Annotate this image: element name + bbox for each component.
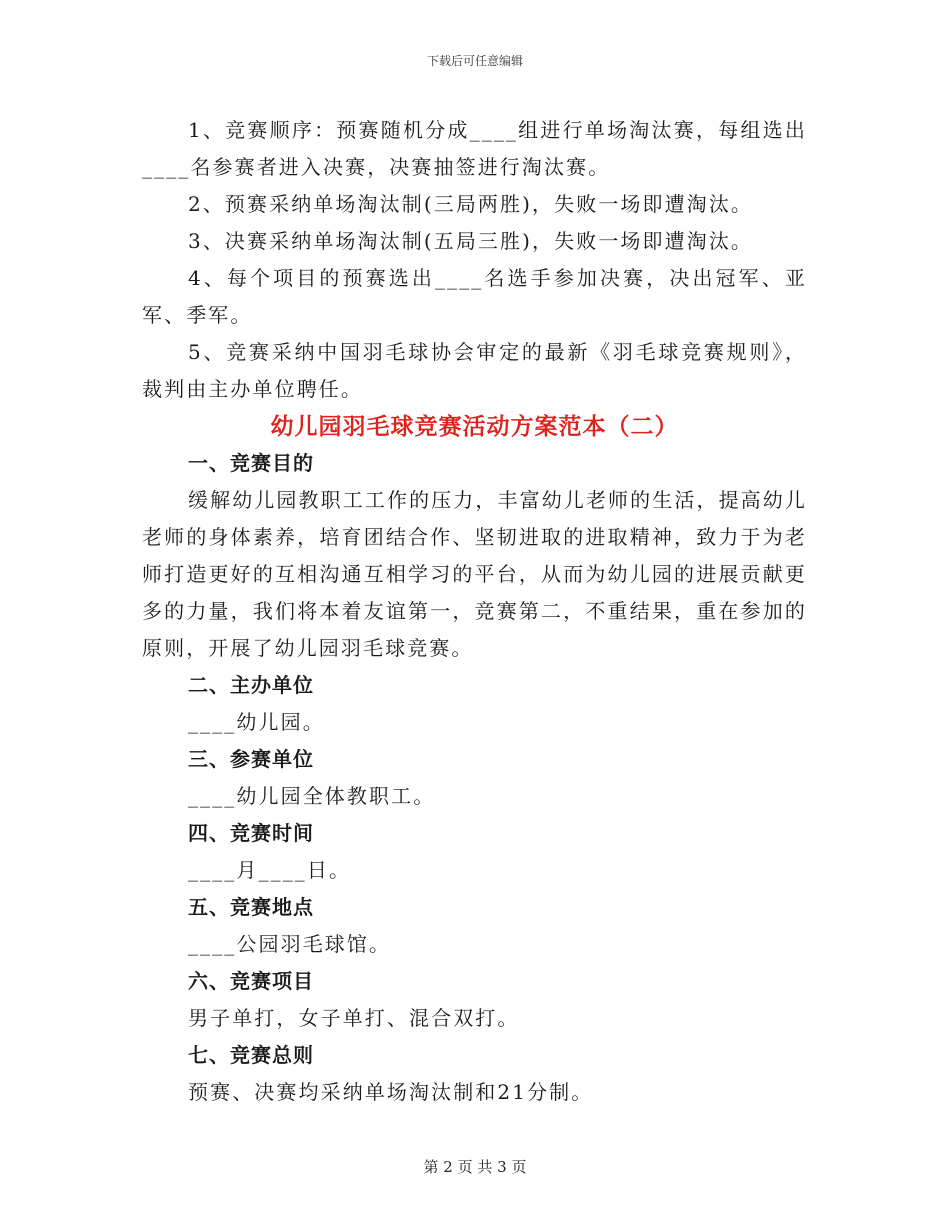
document-title: 幼儿园羽毛球竞赛活动方案范本（二）	[270, 413, 679, 440]
section-body-organizer: ____幼儿园。	[188, 710, 325, 734]
rule-1: 1、竞赛顺序：预赛随机分成____组进行单场淘汰赛，每组选出____名参赛者进入决赛，决赛抽签进行淘汰赛。	[142, 118, 807, 179]
page-header: 下载后可任意编辑	[426, 54, 523, 68]
section-body-time: ____月____日。	[188, 858, 352, 882]
section-heading-purpose: 一、竞赛目的	[188, 451, 314, 475]
section-body-venue: ____公园羽毛球馆。	[188, 932, 392, 956]
section-heading-rules: 七、竞赛总则	[188, 1043, 314, 1067]
section-body-rules: 预赛、决赛均采纳单场淘汰制和21分制。	[188, 1080, 594, 1104]
rule-4: 4、每个项目的预赛选出____名选手参加决赛，决出冠军、亚军、季军。	[142, 266, 807, 327]
rule-5: 5、竞赛采纳中国羽毛球协会审定的最新《羽毛球竞赛规则》，裁判由主办单位聘任。	[142, 340, 807, 401]
rule-2: 2、预赛采纳单场淘汰制(三局两胜)，失败一场即遭淘汰。	[188, 192, 754, 216]
section-heading-events: 六、竞赛项目	[188, 969, 314, 993]
section-body-participants: ____幼儿园全体教职工。	[188, 784, 436, 808]
section-heading-time: 四、竞赛时间	[188, 821, 314, 845]
section-heading-participants: 三、参赛单位	[188, 747, 314, 771]
section-body-purpose: 缓解幼儿园教职工工作的压力，丰富幼儿老师的生活，提高幼儿老师的身体素养，培育团结合作、坚韧进取的进取精神，致力于为老师打造更好的互相沟通互相学习的平台，从而为幼儿园的进展贡献更多的力量，我们将本着友谊第一，竞赛第二，不重结果，重在参加的原则，开展了幼儿园羽毛球竞赛。	[142, 488, 807, 660]
page-footer: 第 2 页 共 3 页	[423, 1158, 527, 1176]
section-heading-organizer: 二、主办单位	[188, 673, 314, 697]
section-body-events: 男子单打，女子单打、混合双打。	[188, 1006, 520, 1030]
rule-3: 3、决赛采纳单场淘汰制(五局三胜)，失败一场即遭淘汰。	[188, 229, 754, 253]
document-body	[142, 112, 807, 1111]
section-heading-venue: 五、竞赛地点	[188, 895, 314, 919]
